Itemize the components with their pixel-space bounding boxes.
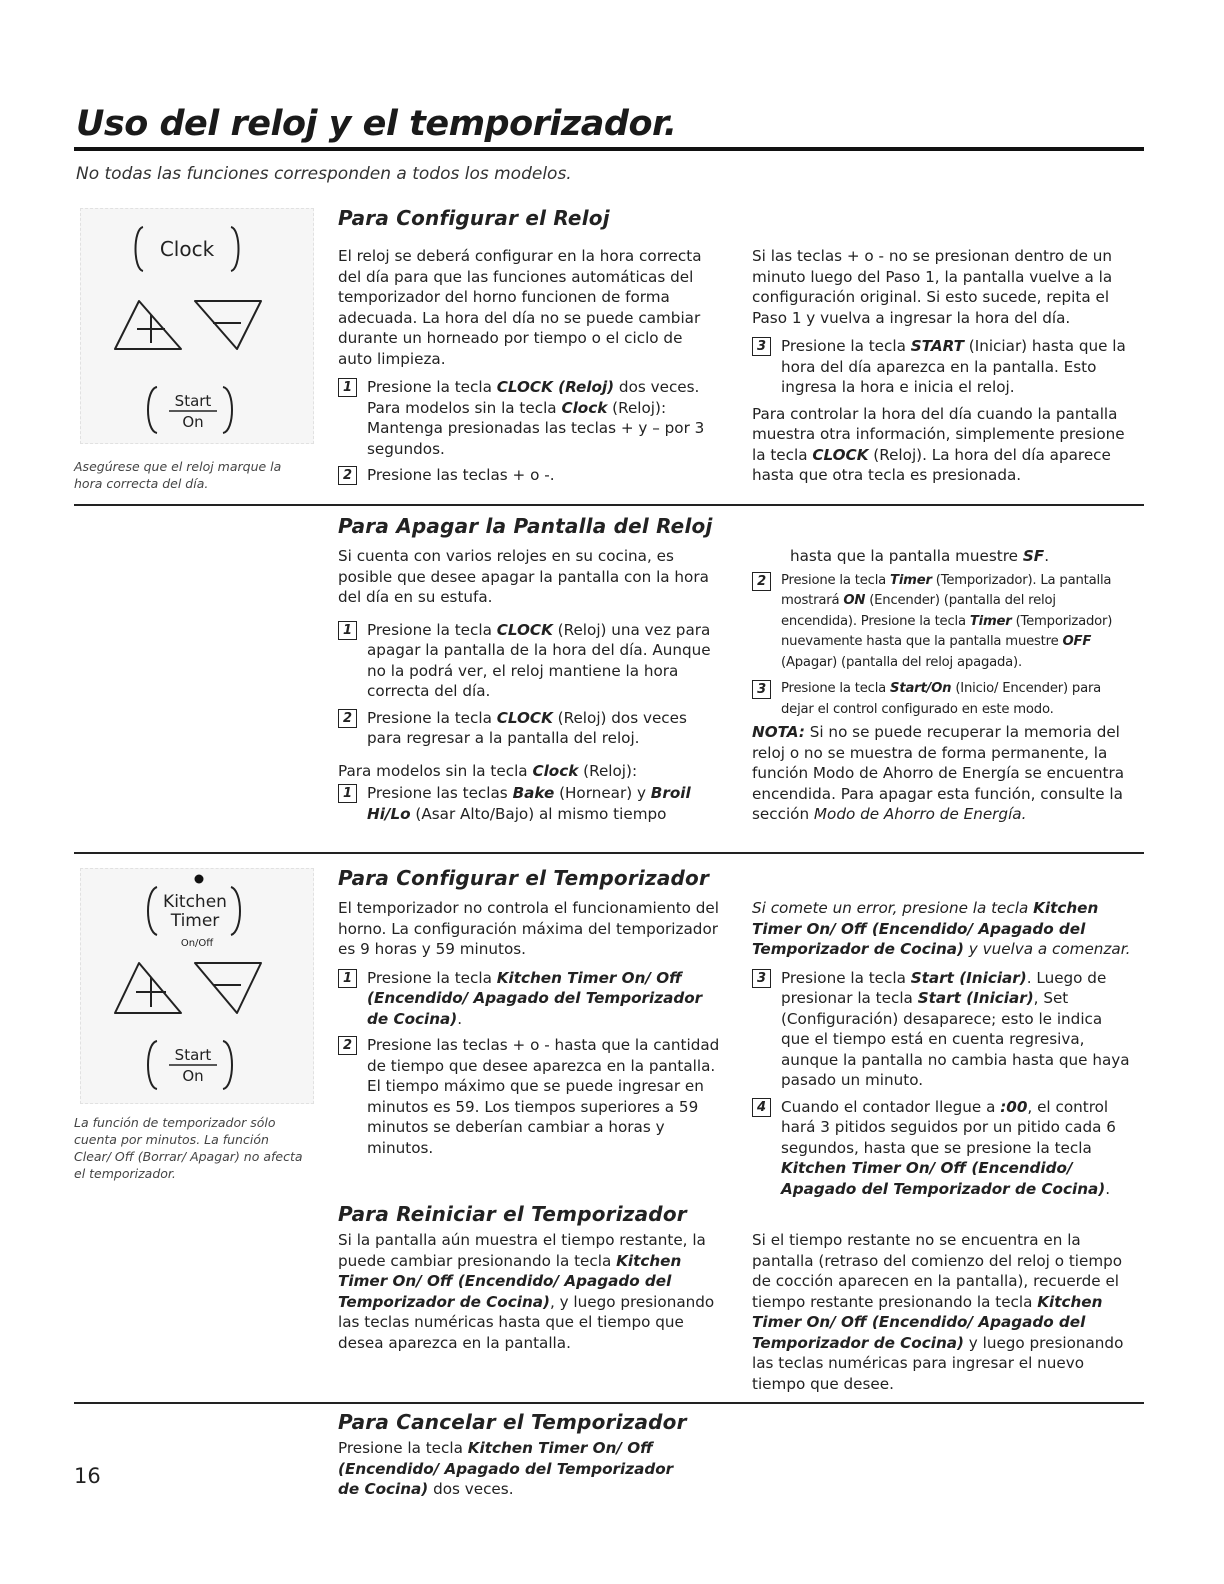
start-key-label: Start xyxy=(174,1046,212,1064)
minus-key-icon xyxy=(195,963,261,1013)
timer-key-label: Timer xyxy=(170,911,220,931)
step-item xyxy=(338,465,720,486)
page-subtitle: No todas las funciones corresponden a todos los modelos. xyxy=(76,164,572,184)
step-number: 2 xyxy=(338,709,357,728)
configurar-temporizador-left-column xyxy=(338,898,720,1164)
step-text: Presione la tecla CLOCK (Reloj) dos veces para regresar a la pantalla del reloj. xyxy=(367,708,687,747)
step-text: Presione la tecla Start (Iniciar). Luego de presionar la tecla Start (Iniciar), Set (Configuración) desaparece; esto le indica que el tiempo está en cuenta regresiva, aunque la pantalla no cambia hasta que haya pasado un minuto. xyxy=(781,968,1130,1089)
plus-key-icon xyxy=(115,963,181,1013)
section-heading-cancelar-temporizador: Para Cancelar el Temporizador xyxy=(338,1410,687,1434)
minus-key-icon xyxy=(195,301,261,349)
configurar-reloj-left-column xyxy=(338,246,720,492)
paragraph: Si el tiempo restante no se encuentra en la pantalla (retraso del comienzo del reloj o tiempo de cocción aparecen en la pantalla), recuerde el tiempo restante presionando la tecla Kitchen Timer On/ Off (Encendido/ Apagado del Temporizador de Cocina) y luego presionando las teclas numéricas para ingresar el nuevo tiempo que desee. xyxy=(752,1231,1124,1393)
step-text: Cuando el contador llegue a :00, el control hará 3 pitidos seguidos por un pitido cada 6 segundos, hasta que se presione la tecla Kitchen Timer On/ Off (Encendido/ Apagado del Temporizador de Cocina). xyxy=(781,1097,1116,1198)
on-key-label: On xyxy=(182,413,204,431)
page-title: Uso del reloj y el temporizador. xyxy=(76,104,677,144)
paragraph: Para modelos sin la tecla Clock (Reloj): xyxy=(338,761,638,780)
step-number: 3 xyxy=(752,337,771,356)
section-heading-configurar-reloj: Para Configurar el Reloj xyxy=(338,206,610,230)
step-number: 1 xyxy=(338,621,357,640)
step-text: Presione las teclas + o -. xyxy=(367,466,555,484)
start-on-key xyxy=(148,1041,232,1089)
start-key-label: Start xyxy=(174,392,212,410)
section-divider xyxy=(74,852,1144,854)
step-item xyxy=(752,571,1134,674)
paragraph: hasta que la pantalla muestre SF. xyxy=(790,547,1050,565)
clock-key-label: Clock xyxy=(159,237,215,261)
paragraph: Si las teclas + o - no se presionan dentro de un minuto luego del Paso 1, la pantalla vuelve a la configuración original. Si esto sucede, repita el Paso 1 y vuelva a ingresar la hora del día. xyxy=(752,247,1113,327)
step-number: 2 xyxy=(752,572,771,591)
section-divider xyxy=(74,1402,1144,1404)
step-text: Presione la tecla CLOCK (Reloj) una vez para apagar la pantalla de la hora del día. Aunque no la podrá ver, el reloj mantiene la hora correcta del día. xyxy=(367,620,711,700)
clock-control-panel xyxy=(80,208,314,444)
title-rule xyxy=(74,147,1144,151)
onoff-key-label: On/Off xyxy=(180,938,214,949)
step-number: 1 xyxy=(338,969,357,988)
page-number: 16 xyxy=(74,1464,101,1488)
section-heading-apagar-pantalla: Para Apagar la Pantalla del Reloj xyxy=(338,514,713,538)
timer-caption: La función de temporizador sólo cuenta por minutos. La función Clear/ Off (Borrar/ Apagar) no afecta el temporizador. xyxy=(74,1115,303,1181)
timer-control-panel xyxy=(80,868,314,1104)
timer-control-illustration xyxy=(81,869,313,1103)
paragraph: Si la pantalla aún muestra el tiempo restante, la puede cambiar presionando la tecla Kitchen Timer On/ Off (Encendido/ Apagado del Temporizador de Cocina), y luego presionando las teclas numéricas hasta que el tiempo que desea aparezca en la pantalla. xyxy=(338,1231,715,1352)
step-text: Presione las teclas Bake (Hornear) y Broil Hi/Lo (Asar Alto/Bajo) al mismo tiempo xyxy=(367,784,691,823)
section-heading-reiniciar-temporizador: Para Reiniciar el Temporizador xyxy=(338,1202,687,1226)
step-number: 3 xyxy=(752,680,771,699)
paragraph: Presione la tecla Kitchen Timer On/ Off (Encendido/ Apagado del Temporizador de Cocina) dos veces. xyxy=(338,1439,674,1498)
on-key-label: On xyxy=(182,1067,204,1085)
step-text: Presione la tecla START (Iniciar) hasta que la hora del día aparezca en la pantalla. Esto ingresa la hora e inicia el reloj. xyxy=(781,337,1126,396)
step-text: Presione la tecla Timer (Temporizador). La pantalla mostrará ON (Encender) (pantalla del reloj encendida). Presione la tecla Timer (Temporizador) nuevamente hasta que la pantalla muestre OFF (Apagar) (pantalla del reloj apagada). xyxy=(781,572,1113,670)
paragraph: El temporizador no controla el funcionamiento del horno. La configuración máxima del temporizador es 9 horas y 59 minutos. xyxy=(338,899,719,958)
apagar-pantalla-left-column xyxy=(338,546,720,830)
step-text: Presione las teclas + o - hasta que la cantidad de tiempo que desee aparezca en la pantalla. El tiempo máximo que se puede ingresar en minutos es 59. Los tiempos superiores a 59 minutos se deberían cambiar a horas y minutos. xyxy=(367,1036,720,1157)
clock-control-illustration xyxy=(81,209,313,443)
apagar-pantalla-right-column xyxy=(752,546,1134,833)
step-number: 1 xyxy=(338,378,357,397)
step-number: 2 xyxy=(338,466,357,485)
step-number: 2 xyxy=(338,1036,357,1055)
configurar-temporizador-right-column xyxy=(752,898,1134,1205)
reiniciar-temporizador-right-column xyxy=(752,1230,1134,1402)
reiniciar-temporizador-left-column xyxy=(338,1230,720,1361)
step-item xyxy=(338,783,720,824)
clock-caption: Asegúrese que el reloj marque la hora correcta del día. xyxy=(74,459,282,491)
step-number: 1 xyxy=(338,784,357,803)
step-number: 4 xyxy=(752,1098,771,1117)
configurar-reloj-right-column xyxy=(752,246,1134,494)
kitchen-timer-key xyxy=(148,875,240,950)
paragraph: El reloj se deberá configurar en la hora correcta del día para que las funciones automáticas del temporizador del horno funcionen de forma adecuada. La hora del día no se puede cambiar durante un horneado por tiempo o el ciclo de auto limpieza. xyxy=(338,247,702,368)
clock-key xyxy=(136,227,239,271)
note-paragraph: NOTA: Si no se puede recuperar la memoria del reloj o no se muestra de forma permanente, la función Modo de Ahorro de Energía se encuentra encendida. Para apagar esta función, consulte la sección Modo de Ahorro de Energía. xyxy=(752,723,1125,823)
step-item xyxy=(752,1097,1134,1200)
step-text: Presione la tecla CLOCK (Reloj) dos veces. Para modelos sin la tecla Clock (Reloj): Mantenga presionadas las teclas + y – por 3 segundos. xyxy=(367,378,705,458)
step-text: Presione la tecla Kitchen Timer On/ Off (Encendido/ Apagado del Temporizador de Cocina). xyxy=(367,968,703,1028)
step-item xyxy=(338,377,720,459)
step-item xyxy=(338,968,720,1030)
indicator-light-icon xyxy=(195,875,204,884)
step-number: 3 xyxy=(752,969,771,988)
section-divider xyxy=(74,504,1144,506)
paragraph: Si comete un error, presione la tecla Kitchen Timer On/ Off (Encendido/ Apagado del Temporizador de Cocina) y vuelva a comenzar. xyxy=(752,899,1131,958)
cancelar-temporizador-column xyxy=(338,1438,698,1508)
step-item xyxy=(338,620,720,702)
section-heading-configurar-temporizador: Para Configurar el Temporizador xyxy=(338,866,710,890)
step-item xyxy=(338,1035,720,1158)
paragraph: Para controlar la hora del día cuando la pantalla muestra otra información, simplemente presione la tecla CLOCK (Reloj). La hora del día aparece hasta que otra tecla es presionada. xyxy=(752,404,1125,484)
step-item xyxy=(752,968,1134,1091)
step-item xyxy=(752,336,1134,398)
kitchen-key-label: Kitchen xyxy=(163,892,227,912)
step-item xyxy=(752,679,1134,720)
start-on-key xyxy=(148,387,232,433)
step-text: Presione la tecla Start/On (Inicio/ Encender) para dejar el control configurado en este modo. xyxy=(781,681,1102,717)
paragraph: Si cuenta con varios relojes en su cocina, es posible que desee apagar la pantalla con la hora del día en su estufa. xyxy=(338,547,709,606)
plus-key-icon xyxy=(115,301,181,349)
step-item xyxy=(338,708,720,749)
